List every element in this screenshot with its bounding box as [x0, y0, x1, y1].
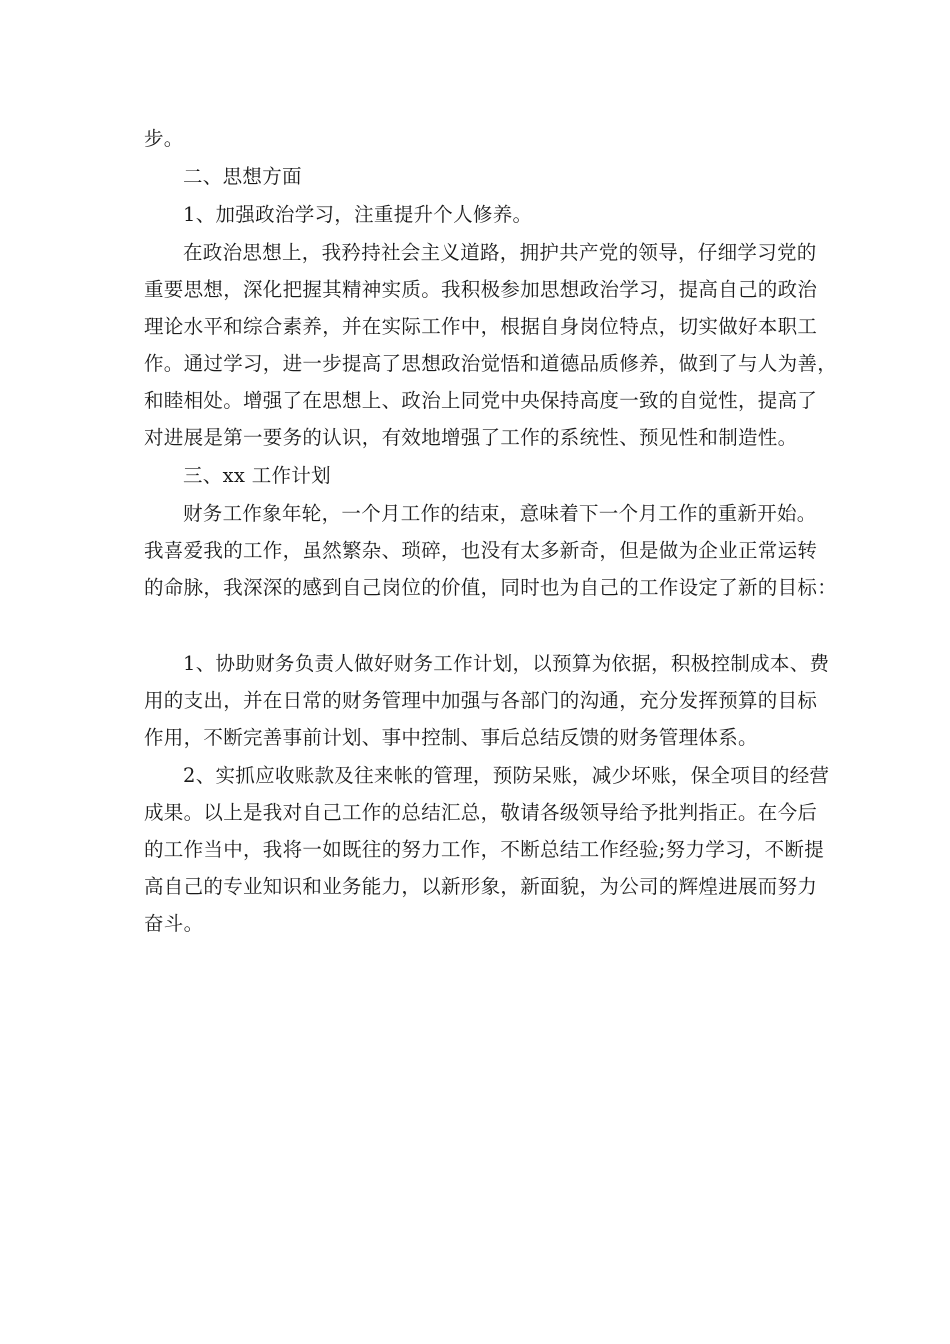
paragraph-line: 在政治思想上，我矜持社会主义道路，拥护共产党的领导，仔细学习党的: [183, 241, 817, 264]
section-heading: 二、思想方面: [183, 165, 302, 188]
paragraph-line: 的命脉，我深深的感到自己岗位的价值，同时也为自己的工作设定了新的目标：: [144, 576, 838, 599]
paragraph-line: 作。通过学习，进一步提高了思想政治觉悟和道德品质修养，做到了与人为善，: [144, 352, 838, 375]
paragraph-line: 理论水平和综合素养，并在实际工作中，根据自身岗位特点，切实做好本职工: [144, 315, 818, 338]
paragraph-line: 对进展是第一要务的认识，有效地增强了工作的系统性、预见性和制造性。: [144, 426, 798, 449]
paragraph-line: 重要思想，深化把握其精神实质。我积极参加思想政治学习，提高自己的政治: [144, 278, 818, 301]
subsection-heading: 1、加强政治学习，注重提升个人修养。: [183, 203, 533, 226]
list-item-line: 1、协助财务负责人做好财务工作计划，以预算为依据，积极控制成本、费: [183, 652, 830, 675]
list-item-line: 成果。以上是我对自己工作的总结汇总，敬请各级领导给予批判指正。在今后: [144, 801, 818, 824]
list-item-line: 作用，不断完善事前计划、事中控制、事后总结反馈的财务管理体系。: [144, 726, 758, 749]
list-item-line: 奋斗。: [144, 912, 204, 935]
list-item-line: 高自己的专业知识和业务能力，以新形象，新面貌，为公司的辉煌进展而努力: [144, 875, 818, 898]
list-item-line: 2、实抓应收账款及往来帐的管理，预防呆账，减少坏账，保全项目的经营: [183, 764, 830, 787]
paragraph-line: 财务工作象年轮，一个月工作的结束，意味着下一个月工作的重新开始。: [183, 502, 817, 525]
paragraph-line: 和睦相处。增强了在思想上、政治上同党中央保持高度一致的自觉性，提高了: [144, 389, 818, 412]
section-heading: 三、xx 工作计划: [183, 464, 331, 487]
list-item-line: 用的支出，并在日常的财务管理中加强与各部门的沟通，充分发挥预算的目标: [144, 689, 818, 712]
paragraph-line: 步。: [144, 127, 184, 150]
paragraph-line: 我喜爱我的工作，虽然繁杂、琐碎，也没有太多新奇，但是做为企业正常运转: [144, 539, 818, 562]
list-item-line: 的工作当中，我将一如既往的努力工作，不断总结工作经验;努力学习，不断提: [144, 838, 825, 861]
